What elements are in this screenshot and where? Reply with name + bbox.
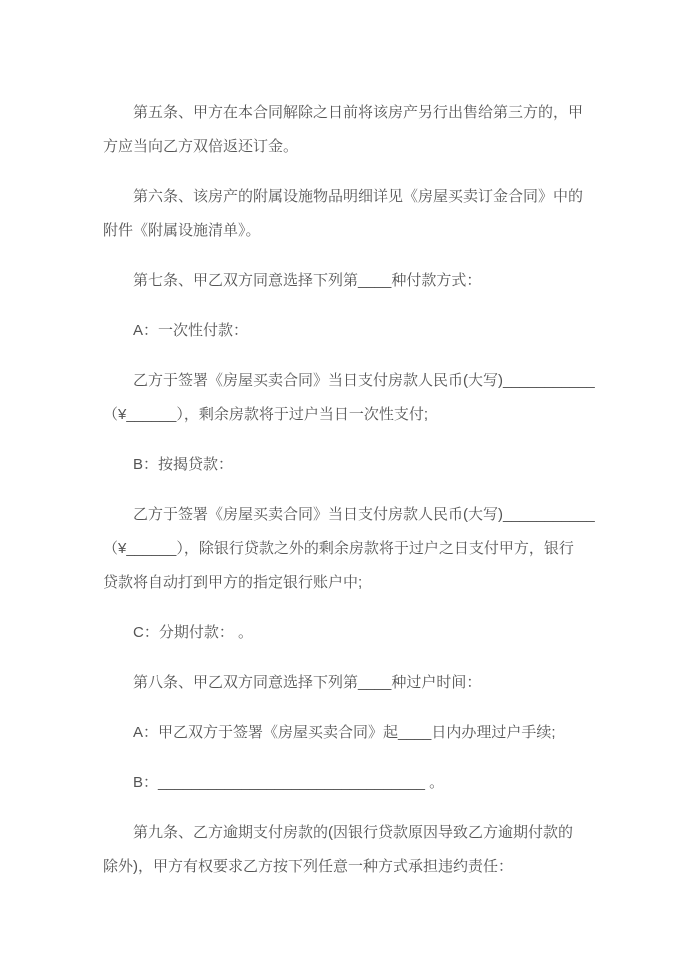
text-line: （¥______），剩余房款将于过户当日一次性支付; bbox=[103, 406, 429, 423]
paragraph-clause-9 bbox=[103, 816, 590, 884]
paragraph-clause-8-option-b bbox=[103, 766, 590, 800]
text-line: 第八条、甲乙双方同意选择下列第____种过户时间： bbox=[133, 674, 482, 691]
text-line: 乙方于签署《房屋买卖合同》当日支付房款人民币(大写)___________ bbox=[133, 506, 595, 523]
paragraph-clause-7 bbox=[103, 264, 590, 298]
text-line: B：________________________________ 。 bbox=[133, 774, 445, 791]
text-line: A：甲乙双方于签署《房屋买卖合同》起____日内办理过户手续; bbox=[133, 724, 556, 741]
paragraph-clause-7-option-b-title bbox=[103, 448, 590, 482]
paragraph-clause-7-option-b-body bbox=[103, 498, 595, 600]
text-line: 乙方于签署《房屋买卖合同》当日支付房款人民币(大写)___________ bbox=[133, 372, 595, 389]
text-line: 贷款将自动打到甲方的指定银行账户中; bbox=[103, 574, 363, 591]
paragraph-clause-7-option-c bbox=[103, 616, 590, 650]
paragraph-clause-5 bbox=[103, 96, 590, 164]
paragraph-clause-8-option-a bbox=[103, 716, 590, 750]
text-line: （¥______），除银行贷款之外的剩余房款将于过户之日支付甲方，银行 bbox=[103, 540, 574, 557]
text-line: 第五条、甲方在本合同解除之日前将该房产另行出售给第三方的，甲 bbox=[133, 104, 584, 121]
text-line: C：分期付款： 。 bbox=[133, 624, 254, 641]
text-line: 第六条、该房产的附属设施物品明细详见《房屋买卖订金合同》中的 bbox=[133, 188, 584, 205]
text-line: B：按揭贷款： bbox=[133, 456, 234, 473]
paragraph-clause-7-option-a-title bbox=[103, 314, 590, 348]
text-line: 方应当向乙方双倍返还订金。 bbox=[103, 138, 299, 155]
text-line: A：一次性付款： bbox=[133, 322, 249, 339]
paragraph-clause-6 bbox=[103, 180, 590, 248]
paragraph-clause-7-option-a-body bbox=[103, 364, 595, 432]
text-line: 第七条、甲乙双方同意选择下列第____种付款方式： bbox=[133, 272, 482, 289]
text-line: 第九条、乙方逾期支付房款的(因银行贷款原因导致乙方逾期付款的 bbox=[133, 824, 573, 841]
paragraph-clause-8 bbox=[103, 666, 590, 700]
text-line: 除外)，甲方有权要求乙方按下列任意一种方式承担违约责任： bbox=[103, 858, 513, 875]
text-line: 附件《附属设施清单》。 bbox=[103, 222, 261, 239]
